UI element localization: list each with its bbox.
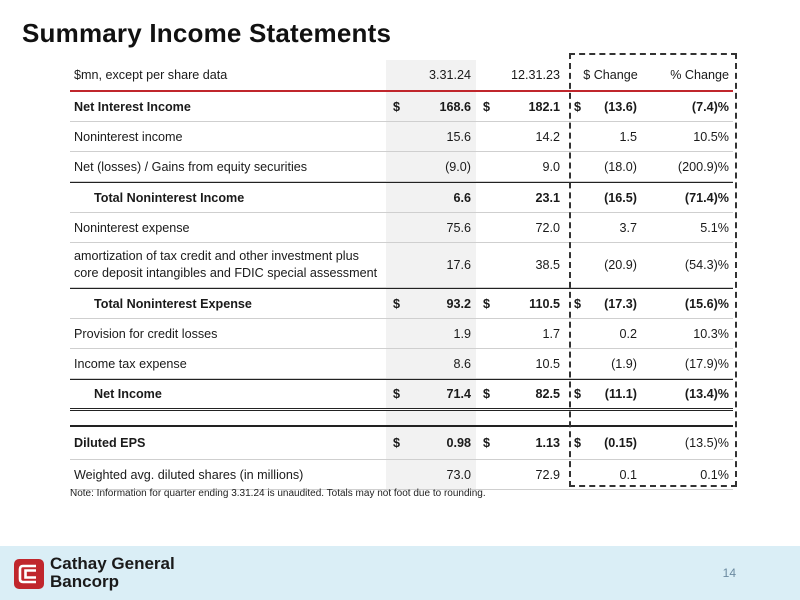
header-pct-change: % Change (670, 68, 729, 82)
dollar-change-value: 1.5 (619, 129, 637, 144)
prior-value: 9.0 (542, 159, 560, 174)
current-value: 15.6 (446, 129, 471, 144)
income-statement-table (70, 60, 733, 490)
prior-value: 1.7 (542, 326, 560, 341)
prior-value: 182.1 (528, 99, 560, 114)
dollar-change-value: (17.3) (604, 296, 637, 311)
dollar-change-value: 0.1 (619, 467, 637, 482)
current-value: 0.98 (446, 436, 471, 450)
currency-symbol: $ (483, 99, 491, 114)
dollar-change-value: (11.1) (604, 387, 637, 401)
row-label: Net Income (94, 387, 162, 401)
current-cell (386, 427, 476, 459)
dollar-change-cell (566, 349, 649, 378)
row-label: Total Noninterest Income (94, 190, 245, 205)
header-label: $mn, except per share data (74, 68, 228, 82)
pct-change-value: 10.3% (693, 326, 729, 341)
current-value: 17.6 (446, 258, 471, 272)
prior-value: 72.0 (535, 220, 560, 235)
currency-symbol: $ (393, 387, 401, 401)
dollar-change-cell (566, 460, 649, 489)
current-value: 168.6 (439, 99, 471, 114)
row-label: Net Interest Income (74, 99, 191, 114)
dollar-change-value: (20.9) (604, 258, 637, 272)
pct-change-value: 0.1% (700, 467, 729, 482)
current-value: 75.6 (446, 220, 471, 235)
prior-cell (476, 427, 566, 459)
pct-change-value: (13.4)% (684, 387, 729, 401)
prior-cell (476, 349, 566, 378)
logo-line2: Bancorp (50, 572, 119, 591)
prior-value: 82.5 (535, 387, 560, 401)
current-cell (386, 243, 476, 287)
header-current (386, 60, 476, 90)
table-row-diluted-eps (70, 427, 733, 460)
table-row-weighted-shares (70, 460, 733, 490)
current-value: 6.6 (453, 190, 471, 205)
currency-symbol: $ (574, 387, 582, 401)
prior-cell (476, 243, 566, 287)
footnote: Note: Information for quarter ending 3.31.24 is unaudited. Totals may not foot due to rounding. (70, 488, 486, 499)
prior-value: 1.13 (535, 436, 560, 450)
table-row-amortization (70, 243, 733, 288)
currency-symbol: $ (483, 436, 491, 450)
pct-change-value: (7.4)% (691, 99, 729, 114)
currency-symbol: $ (393, 436, 401, 450)
row-label (70, 243, 386, 287)
prior-cell (476, 92, 566, 121)
currency-symbol: $ (574, 436, 582, 450)
prior-cell (476, 213, 566, 242)
dollar-change-cell (566, 92, 649, 121)
header-prior-text: 12.31.23 (510, 68, 560, 82)
dollar-change-value: (0.15) (604, 436, 637, 450)
pct-change-value: 10.5% (693, 129, 729, 144)
dollar-change-cell (566, 289, 649, 318)
currency-symbol: $ (574, 99, 582, 114)
row-label-line2: core deposit intangibles and FDIC special assessment (74, 266, 378, 280)
pct-change-value: (71.4)% (684, 190, 729, 205)
prior-cell (476, 289, 566, 318)
table-row-noninterest-income (70, 122, 733, 152)
pct-change-value: 5.1% (700, 220, 729, 235)
logo-line1: Cathay General (50, 554, 175, 573)
table-row-net-income (70, 379, 733, 411)
page-title: Summary Income Statements (22, 18, 392, 48)
current-cell (386, 92, 476, 121)
prior-cell (476, 380, 566, 408)
row-label: Diluted EPS (74, 436, 146, 450)
table-row-noninterest-expense (70, 213, 733, 243)
row-label: Net (losses) / Gains from equity securities (74, 159, 308, 174)
prior-cell (476, 122, 566, 151)
dollar-change-value: 3.7 (619, 220, 637, 235)
current-value: 8.6 (453, 356, 471, 371)
dollar-change-cell (566, 380, 649, 408)
table-header-row (70, 60, 733, 92)
prior-value: 38.5 (535, 258, 560, 272)
cathay-logo-icon (14, 559, 44, 589)
table-row-income-tax (70, 349, 733, 379)
current-cell (386, 460, 476, 489)
current-value: 1.9 (453, 326, 471, 341)
prior-value: 23.1 (535, 190, 560, 205)
current-cell (386, 380, 476, 408)
current-cell (386, 152, 476, 181)
currency-symbol: $ (393, 99, 401, 114)
pct-change-value: (17.9)% (684, 356, 729, 371)
row-label: Noninterest expense (74, 220, 190, 235)
dollar-change-value: (18.0) (604, 159, 637, 174)
table-spacer-row (70, 411, 733, 427)
current-cell (386, 289, 476, 318)
dollar-change-cell (566, 243, 649, 287)
header-current-text: 3.31.24 (428, 68, 471, 82)
table-row-total-noninterest-income (70, 182, 733, 213)
current-cell (386, 183, 476, 212)
pct-change-value: (15.6)% (684, 296, 729, 311)
dollar-change-cell (566, 183, 649, 212)
currency-symbol: $ (483, 296, 491, 311)
dollar-change-value: (1.9) (611, 356, 637, 371)
dollar-change-cell (566, 427, 649, 459)
dollar-change-value: (16.5) (604, 190, 637, 205)
table-row-net-gains-equity (70, 152, 733, 182)
current-value: 93.2 (446, 296, 471, 311)
prior-cell (476, 460, 566, 489)
current-cell (386, 122, 476, 151)
current-value: 73.0 (446, 467, 471, 482)
prior-cell (476, 319, 566, 348)
table-row-total-noninterest-expense (70, 288, 733, 319)
table-row-net-interest-income (70, 92, 733, 122)
row-label: Income tax expense (74, 356, 187, 371)
page-number: 14 (722, 566, 736, 580)
row-label: Total Noninterest Expense (94, 296, 252, 311)
pct-change-value: (13.5)% (684, 436, 729, 450)
prior-cell (476, 183, 566, 212)
current-value: (9.0) (445, 159, 471, 174)
prior-cell (476, 152, 566, 181)
prior-value: 14.2 (535, 129, 560, 144)
dollar-change-value: (13.6) (604, 99, 637, 114)
footer-bar (0, 546, 800, 600)
current-cell (386, 349, 476, 378)
dollar-change-value: 0.2 (619, 326, 637, 341)
current-cell (386, 213, 476, 242)
table-row-provision (70, 319, 733, 349)
row-label: Provision for credit losses (74, 326, 218, 341)
current-cell (386, 319, 476, 348)
currency-symbol: $ (483, 387, 491, 401)
company-logo-text (50, 555, 175, 591)
prior-value: 110.5 (529, 296, 560, 311)
row-label-line1: amortization of tax credit and other investment plus (74, 249, 359, 263)
pct-change-value: (54.3)% (684, 258, 729, 272)
row-label: Weighted avg. diluted shares (in millions) (74, 467, 304, 482)
dollar-change-cell (566, 213, 649, 242)
prior-value: 10.5 (535, 356, 560, 371)
row-label: Noninterest income (74, 129, 183, 144)
dollar-change-cell (566, 122, 649, 151)
header-prior (476, 60, 566, 90)
current-value: 71.4 (446, 387, 471, 401)
currency-symbol: $ (574, 296, 582, 311)
currency-symbol: $ (393, 296, 401, 311)
dollar-change-cell (566, 319, 649, 348)
pct-change-value: (200.9)% (677, 159, 729, 174)
prior-value: 72.9 (535, 467, 560, 482)
dollar-change-cell (566, 152, 649, 181)
header-dollar-change: $ Change (583, 68, 638, 82)
